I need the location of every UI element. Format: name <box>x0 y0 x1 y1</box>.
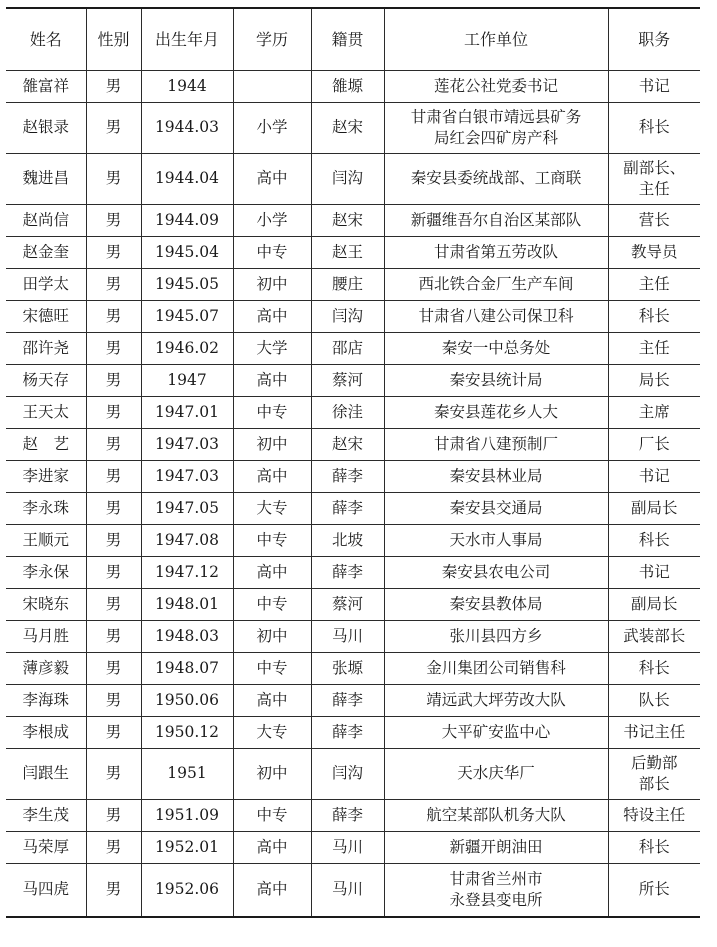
cell-sex: 男 <box>86 204 141 236</box>
cell-hometown: 赵宋 <box>311 204 384 236</box>
cell-position: 科长 <box>608 524 700 556</box>
table-row <box>6 863 700 917</box>
cell-name: 李海珠 <box>6 684 86 716</box>
cell-hometown: 赵宋 <box>311 428 384 460</box>
cell-birth: 1944.03 <box>141 102 233 153</box>
cell-name: 李进家 <box>6 460 86 492</box>
cell-sex: 男 <box>86 620 141 652</box>
cell-sex: 男 <box>86 332 141 364</box>
cell-position: 特设主任 <box>608 799 700 831</box>
cell-name: 杨天存 <box>6 364 86 396</box>
cell-hometown: 蔡河 <box>311 364 384 396</box>
table-row <box>6 748 700 799</box>
cell-position: 主任 <box>608 268 700 300</box>
cell-sex: 男 <box>86 268 141 300</box>
cell-name: 赵 艺 <box>6 428 86 460</box>
cell-work-unit: 秦安县农电公司 <box>384 556 608 588</box>
cell-position: 所长 <box>608 863 700 917</box>
cell-birth: 1947.03 <box>141 460 233 492</box>
cell-sex: 男 <box>86 460 141 492</box>
cell-position: 队长 <box>608 684 700 716</box>
cell-position: 副部长、 主任 <box>608 153 700 204</box>
cell-name: 李生茂 <box>6 799 86 831</box>
cell-name: 赵金奎 <box>6 236 86 268</box>
cell-sex: 男 <box>86 492 141 524</box>
table-row <box>6 460 700 492</box>
personnel-table <box>6 7 700 918</box>
cell-position: 厂长 <box>608 428 700 460</box>
cell-name: 赵银录 <box>6 102 86 153</box>
cell-name: 李永珠 <box>6 492 86 524</box>
cell-work-unit: 天水市人事局 <box>384 524 608 556</box>
cell-hometown: 北坡 <box>311 524 384 556</box>
cell-position: 副局长 <box>608 492 700 524</box>
cell-education: 中专 <box>233 652 311 684</box>
cell-work-unit: 秦安县委统战部、工商联 <box>384 153 608 204</box>
header-sex: 性别 <box>86 8 141 70</box>
cell-education <box>233 70 311 102</box>
cell-work-unit: 天水庆华厂 <box>384 748 608 799</box>
cell-education: 高中 <box>233 863 311 917</box>
cell-work-unit: 新疆维吾尔自治区某部队 <box>384 204 608 236</box>
cell-birth: 1946.02 <box>141 332 233 364</box>
cell-birth: 1947.12 <box>141 556 233 588</box>
cell-education: 高中 <box>233 556 311 588</box>
cell-sex: 男 <box>86 364 141 396</box>
table-row <box>6 831 700 863</box>
cell-education: 中专 <box>233 524 311 556</box>
cell-name: 魏进昌 <box>6 153 86 204</box>
table-row <box>6 364 700 396</box>
header-hometown: 籍贯 <box>311 8 384 70</box>
cell-sex: 男 <box>86 831 141 863</box>
cell-name: 李永保 <box>6 556 86 588</box>
cell-work-unit: 秦安县统计局 <box>384 364 608 396</box>
cell-work-unit: 大平矿安监中心 <box>384 716 608 748</box>
cell-position: 营长 <box>608 204 700 236</box>
table-row <box>6 300 700 332</box>
table-row <box>6 102 700 153</box>
cell-position: 科长 <box>608 300 700 332</box>
cell-position: 书记主任 <box>608 716 700 748</box>
cell-birth: 1947.05 <box>141 492 233 524</box>
cell-hometown: 闫沟 <box>311 300 384 332</box>
cell-education: 高中 <box>233 684 311 716</box>
table-row <box>6 799 700 831</box>
header-education: 学历 <box>233 8 311 70</box>
cell-birth: 1947.01 <box>141 396 233 428</box>
cell-sex: 男 <box>86 428 141 460</box>
cell-sex: 男 <box>86 102 141 153</box>
cell-work-unit: 甘肃省白银市靖远县矿务 局红会四矿房产科 <box>384 102 608 153</box>
cell-hometown: 薛李 <box>311 799 384 831</box>
header-birth: 出生年月 <box>141 8 233 70</box>
table-row <box>6 492 700 524</box>
cell-education: 初中 <box>233 748 311 799</box>
cell-education: 大专 <box>233 716 311 748</box>
cell-hometown: 马川 <box>311 831 384 863</box>
cell-name: 王顺元 <box>6 524 86 556</box>
cell-birth: 1944 <box>141 70 233 102</box>
cell-birth: 1951 <box>141 748 233 799</box>
cell-education: 高中 <box>233 364 311 396</box>
cell-birth: 1952.01 <box>141 831 233 863</box>
table-row <box>6 332 700 364</box>
cell-work-unit: 张川县四方乡 <box>384 620 608 652</box>
cell-hometown: 邵店 <box>311 332 384 364</box>
cell-birth: 1948.01 <box>141 588 233 620</box>
table-row <box>6 620 700 652</box>
cell-birth: 1947.03 <box>141 428 233 460</box>
cell-birth: 1944.09 <box>141 204 233 236</box>
cell-education: 小学 <box>233 204 311 236</box>
cell-sex: 男 <box>86 236 141 268</box>
cell-birth: 1950.06 <box>141 684 233 716</box>
cell-work-unit: 靖远武大坪劳改大队 <box>384 684 608 716</box>
cell-hometown: 赵王 <box>311 236 384 268</box>
cell-work-unit: 甘肃省八建预制厂 <box>384 428 608 460</box>
cell-birth: 1947.08 <box>141 524 233 556</box>
cell-hometown: 蔡河 <box>311 588 384 620</box>
cell-sex: 男 <box>86 70 141 102</box>
cell-work-unit: 甘肃省第五劳改队 <box>384 236 608 268</box>
table-row <box>6 204 700 236</box>
cell-position: 书记 <box>608 460 700 492</box>
cell-work-unit: 新疆开朗油田 <box>384 831 608 863</box>
cell-hometown: 张塬 <box>311 652 384 684</box>
cell-name: 马月胜 <box>6 620 86 652</box>
cell-sex: 男 <box>86 300 141 332</box>
cell-hometown: 薛李 <box>311 492 384 524</box>
cell-position: 书记 <box>608 556 700 588</box>
cell-hometown: 闫沟 <box>311 748 384 799</box>
cell-education: 初中 <box>233 268 311 300</box>
table-row <box>6 70 700 102</box>
cell-birth: 1945.04 <box>141 236 233 268</box>
cell-hometown: 马川 <box>311 620 384 652</box>
cell-hometown: 闫沟 <box>311 153 384 204</box>
cell-hometown: 腰庄 <box>311 268 384 300</box>
cell-education: 中专 <box>233 588 311 620</box>
cell-position: 局长 <box>608 364 700 396</box>
cell-sex: 男 <box>86 556 141 588</box>
cell-hometown: 薛李 <box>311 716 384 748</box>
cell-birth: 1950.12 <box>141 716 233 748</box>
table-row <box>6 524 700 556</box>
cell-position: 科长 <box>608 102 700 153</box>
cell-education: 中专 <box>233 236 311 268</box>
table-row <box>6 428 700 460</box>
cell-position: 主任 <box>608 332 700 364</box>
table-header <box>6 8 700 70</box>
cell-work-unit: 秦安县教体局 <box>384 588 608 620</box>
cell-name: 闫跟生 <box>6 748 86 799</box>
cell-name: 薄彦毅 <box>6 652 86 684</box>
cell-sex: 男 <box>86 588 141 620</box>
cell-name: 雒富祥 <box>6 70 86 102</box>
header-work-unit: 工作单位 <box>384 8 608 70</box>
cell-position: 后勤部 部长 <box>608 748 700 799</box>
cell-birth: 1948.07 <box>141 652 233 684</box>
cell-name: 马四虎 <box>6 863 86 917</box>
cell-name: 李根成 <box>6 716 86 748</box>
cell-hometown: 薛李 <box>311 556 384 588</box>
cell-work-unit: 秦安县交通局 <box>384 492 608 524</box>
header-row <box>6 8 700 70</box>
cell-work-unit: 金川集团公司销售科 <box>384 652 608 684</box>
cell-name: 赵尚信 <box>6 204 86 236</box>
cell-sex: 男 <box>86 716 141 748</box>
cell-name: 田学太 <box>6 268 86 300</box>
cell-birth: 1952.06 <box>141 863 233 917</box>
cell-education: 小学 <box>233 102 311 153</box>
table-row <box>6 396 700 428</box>
cell-position: 武装部长 <box>608 620 700 652</box>
header-position: 职务 <box>608 8 700 70</box>
table-row <box>6 652 700 684</box>
cell-sex: 男 <box>86 863 141 917</box>
cell-position: 副局长 <box>608 588 700 620</box>
cell-education: 大专 <box>233 492 311 524</box>
cell-position: 书记 <box>608 70 700 102</box>
cell-name: 马荣厚 <box>6 831 86 863</box>
cell-education: 中专 <box>233 799 311 831</box>
cell-sex: 男 <box>86 748 141 799</box>
cell-hometown: 赵宋 <box>311 102 384 153</box>
cell-birth: 1947 <box>141 364 233 396</box>
cell-name: 宋德旺 <box>6 300 86 332</box>
cell-education: 高中 <box>233 831 311 863</box>
cell-work-unit: 秦安县林业局 <box>384 460 608 492</box>
cell-education: 高中 <box>233 300 311 332</box>
cell-birth: 1951.09 <box>141 799 233 831</box>
cell-education: 高中 <box>233 153 311 204</box>
cell-sex: 男 <box>86 396 141 428</box>
cell-education: 初中 <box>233 620 311 652</box>
cell-hometown: 薛李 <box>311 460 384 492</box>
cell-education: 中专 <box>233 396 311 428</box>
cell-work-unit: 航空某部队机务大队 <box>384 799 608 831</box>
cell-sex: 男 <box>86 524 141 556</box>
cell-education: 高中 <box>233 460 311 492</box>
cell-sex: 男 <box>86 684 141 716</box>
table-body <box>6 70 700 917</box>
table-row <box>6 556 700 588</box>
cell-birth: 1945.07 <box>141 300 233 332</box>
cell-position: 科长 <box>608 652 700 684</box>
cell-birth: 1945.05 <box>141 268 233 300</box>
cell-hometown: 雒塬 <box>311 70 384 102</box>
cell-name: 邵许尧 <box>6 332 86 364</box>
cell-work-unit: 秦安一中总务处 <box>384 332 608 364</box>
table-row <box>6 716 700 748</box>
cell-hometown: 马川 <box>311 863 384 917</box>
cell-position: 科长 <box>608 831 700 863</box>
cell-birth: 1944.04 <box>141 153 233 204</box>
cell-work-unit: 甘肃省兰州市 永登县变电所 <box>384 863 608 917</box>
table-row <box>6 268 700 300</box>
cell-work-unit: 秦安县莲花乡人大 <box>384 396 608 428</box>
cell-birth: 1948.03 <box>141 620 233 652</box>
cell-education: 初中 <box>233 428 311 460</box>
header-name: 姓名 <box>6 8 86 70</box>
cell-sex: 男 <box>86 652 141 684</box>
table-row <box>6 153 700 204</box>
cell-education: 大学 <box>233 332 311 364</box>
cell-sex: 男 <box>86 799 141 831</box>
cell-hometown: 徐洼 <box>311 396 384 428</box>
cell-work-unit: 甘肃省八建公司保卫科 <box>384 300 608 332</box>
cell-position: 教导员 <box>608 236 700 268</box>
table-row <box>6 236 700 268</box>
table-row <box>6 588 700 620</box>
cell-sex: 男 <box>86 153 141 204</box>
cell-work-unit: 莲花公社党委书记 <box>384 70 608 102</box>
table-row <box>6 684 700 716</box>
cell-position: 主席 <box>608 396 700 428</box>
cell-name: 王天太 <box>6 396 86 428</box>
cell-work-unit: 西北铁合金厂生产车间 <box>384 268 608 300</box>
cell-hometown: 薛李 <box>311 684 384 716</box>
cell-name: 宋晓东 <box>6 588 86 620</box>
